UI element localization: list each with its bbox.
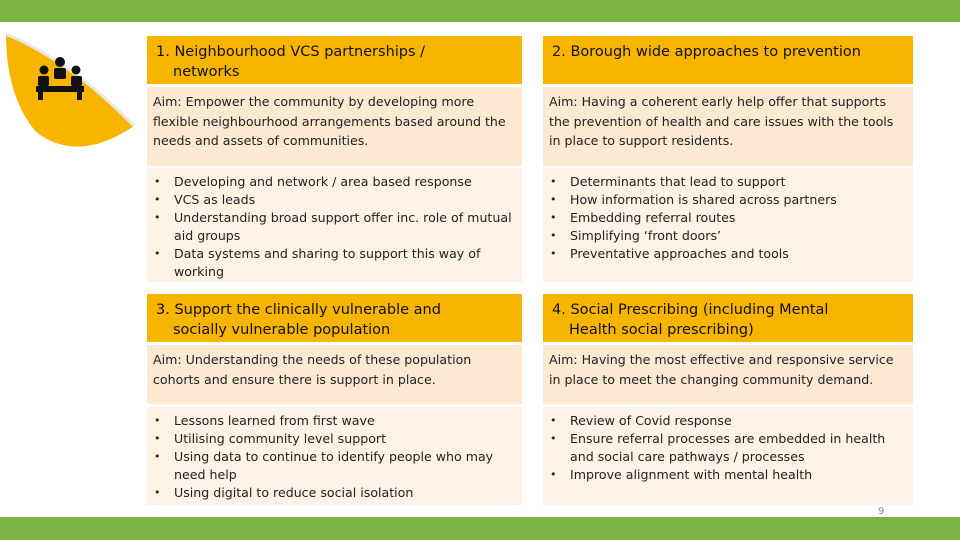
- section-3-header: [147, 294, 522, 342]
- section-4-aim: [543, 345, 913, 404]
- section-1-points: [147, 168, 522, 282]
- section-4-bullet-list: [549, 412, 907, 484]
- list-item: • Preventative approaches and tools: [549, 245, 907, 263]
- section-2-header: [543, 36, 913, 84]
- top-accent-bar: [0, 0, 960, 22]
- bottom-accent-bar: [0, 517, 960, 540]
- section-1-aim-text: Aim: Empower the community by developing more flexible neighbourhood arrangements based around the needs and assets of communities.: [153, 94, 506, 148]
- section-2-bullet-list: [549, 173, 907, 263]
- list-item: • Determinants that lead to support: [549, 173, 907, 191]
- section-3-points: [147, 407, 522, 505]
- section-3-aim: [147, 345, 522, 404]
- section-3-bullet-list: [153, 412, 516, 502]
- list-item: • How information is shared across partners: [549, 191, 907, 209]
- section-2-aim: [543, 87, 913, 166]
- community-group-icon: [0, 22, 150, 157]
- list-item: • Improve alignment with mental health: [549, 466, 907, 484]
- list-item: • Lessons learned from first wave: [153, 412, 516, 430]
- section-1-bullet-list: [153, 173, 516, 281]
- section-4-points: [543, 407, 913, 505]
- list-item: • Review of Covid response: [549, 412, 907, 430]
- section-4-title-line2: Health social prescribing): [569, 322, 754, 338]
- list-item: • Using digital to reduce social isolation: [153, 484, 516, 502]
- list-item: • Ensure referral processes are embedded in health and social care pathways / processes: [549, 430, 907, 466]
- section-2-points: [543, 168, 913, 282]
- section-1-aim: [147, 87, 522, 166]
- section-1-title-line2: networks: [173, 64, 240, 80]
- list-item: • Simplifying ‘front doors’: [549, 227, 907, 245]
- section-4-aim-text: Aim: Having the most effective and responsive service in place to meet the changing community demand.: [549, 352, 894, 387]
- section-2-title-line1: 2. Borough wide approaches to prevention: [552, 44, 861, 60]
- list-item: • Understanding broad support offer inc. role of mutual aid groups: [153, 209, 516, 245]
- section-3-aim-text: Aim: Understanding the needs of these population cohorts and ensure there is support in place.: [153, 352, 472, 387]
- list-item: • Developing and network / area based response: [153, 173, 516, 191]
- list-item: • VCS as leads: [153, 191, 516, 209]
- section-2-aim-text: Aim: Having a coherent early help offer that supports the prevention of health and care issues with the tools in place to support residents.: [549, 94, 894, 148]
- section-4-header: [543, 294, 913, 342]
- list-item: • Using data to continue to identify people who may need help: [153, 448, 516, 484]
- page-number: 9: [878, 506, 885, 517]
- section-1-title-line1: 1. Neighbourhood VCS partnerships /: [156, 44, 426, 60]
- section-3-title-line1: 3. Support the clinically vulnerable and: [156, 302, 441, 318]
- section-3-title-line2: socially vulnerable population: [173, 322, 391, 338]
- list-item: • Utilising community level support: [153, 430, 516, 448]
- list-item: • Data systems and sharing to support this way of working: [153, 245, 516, 281]
- list-item: • Embedding referral routes: [549, 209, 907, 227]
- section-1-header: [147, 36, 522, 84]
- section-4-title-line1: 4. Social Prescribing (including Mental: [552, 302, 829, 318]
